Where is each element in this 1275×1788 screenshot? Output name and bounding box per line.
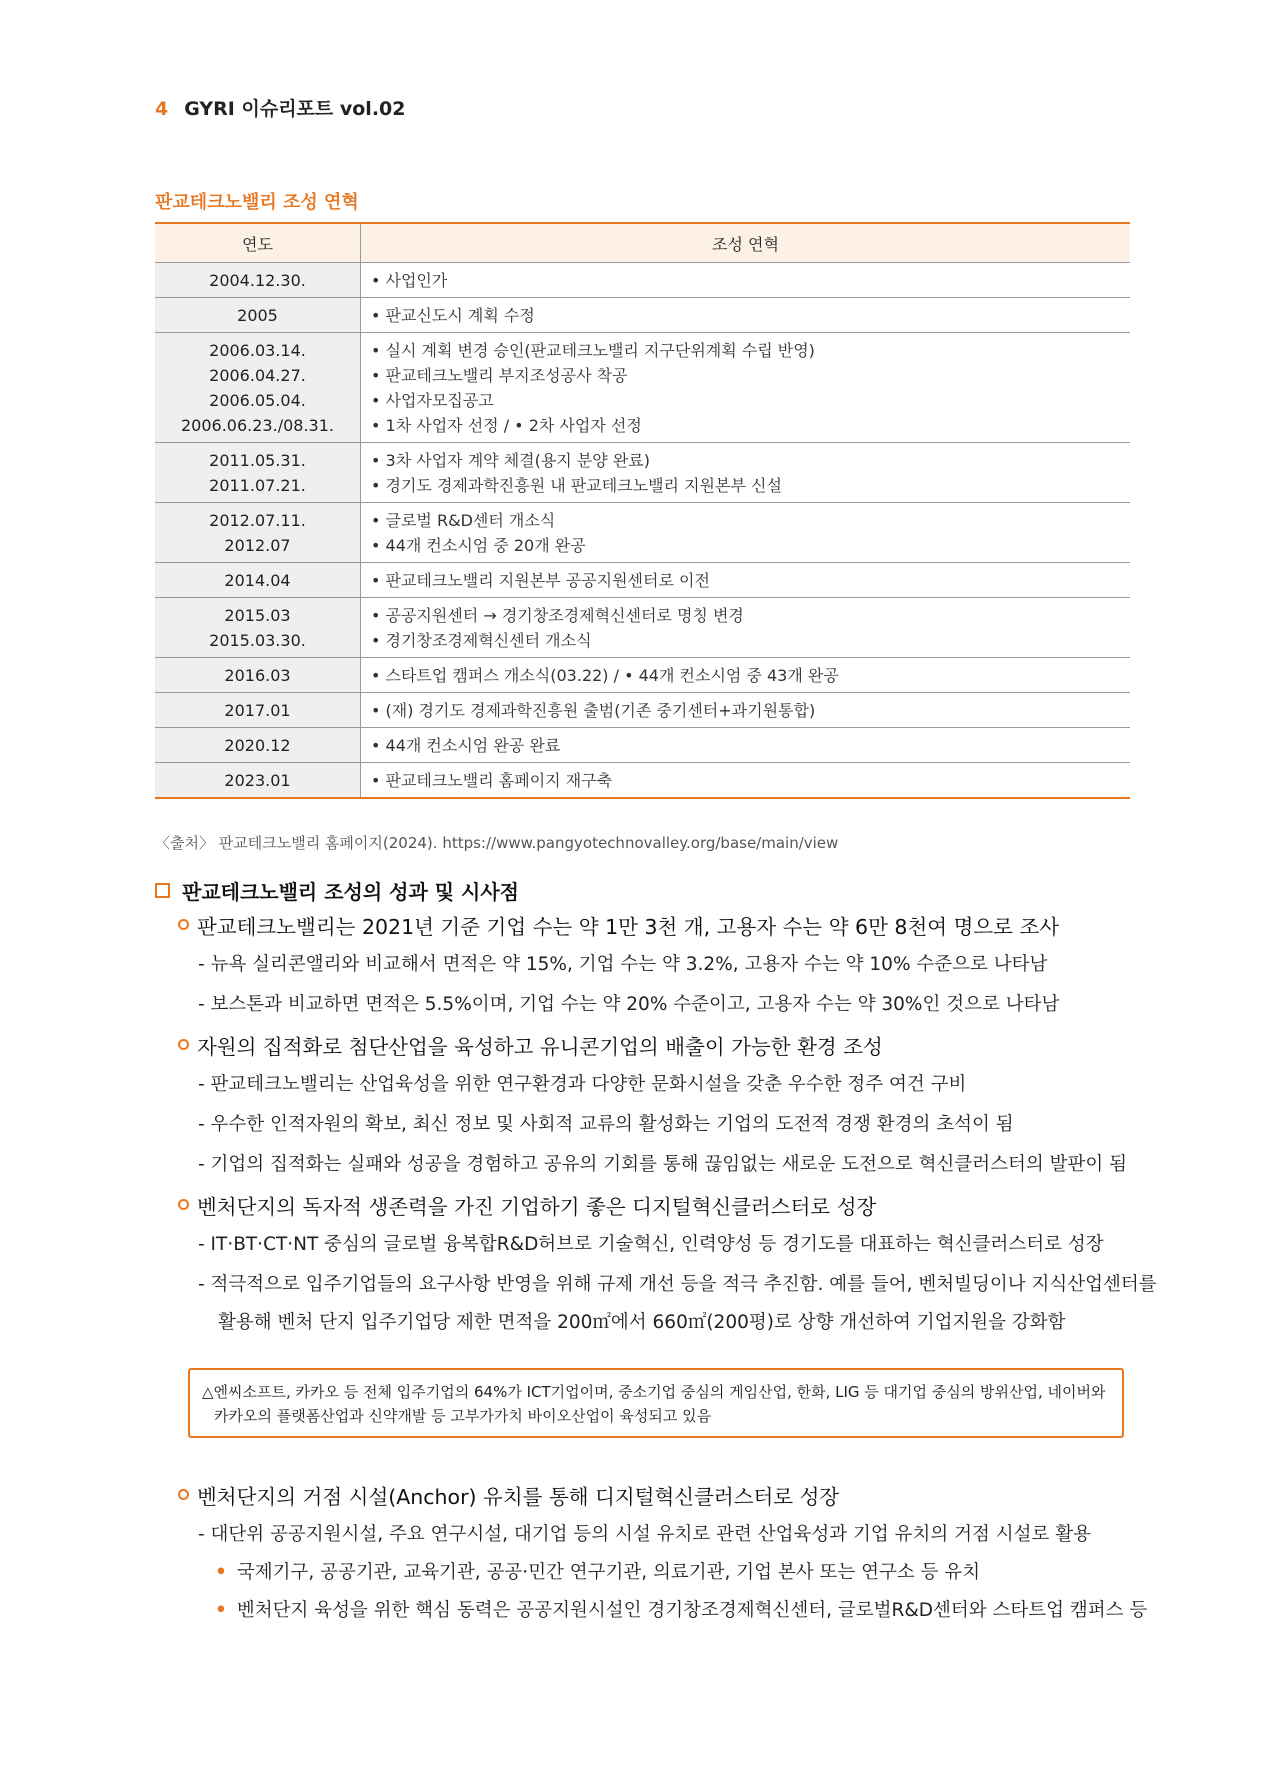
- table-row: [155, 763, 1130, 799]
- square-bullet-icon: [155, 883, 170, 898]
- table-row: [155, 443, 1130, 503]
- table-row: [155, 563, 1130, 598]
- row-event-cell: [361, 658, 1131, 693]
- row-event: • 44개 컨소시엄 중 20개 완공: [371, 536, 586, 555]
- row-date-cell: [155, 728, 361, 763]
- row-event: • 판교테크노밸리 홈페이지 재구축: [371, 771, 613, 790]
- row-date-cell: [155, 263, 361, 298]
- detail-3-1: - IT·BT·CT·NT 중심의 글로벌 융복합R&D허브로 기술혁신, 인력양성 등 경기도를 대표하는 혁신클러스터로 성장: [198, 1234, 1104, 1255]
- table-row: [155, 598, 1130, 658]
- detail-2-2: - 우수한 인적자원의 확보, 최신 정보 및 사회적 교류의 활성화는 기업의 도전적 경쟁 환경의 초석이 됨: [198, 1114, 1014, 1135]
- bullet-3: 벤처단지의 독자적 생존력을 가진 기업하기 좋은 디지털혁신클러스터로 성장: [178, 1190, 876, 1220]
- table-row: [155, 728, 1130, 763]
- row-date: 2011.07.21.: [209, 476, 306, 495]
- history-table-body: [155, 263, 1130, 799]
- bullet-4: 벤처단지의 거점 시설(Anchor) 유치를 통해 디지털혁신클러스터로 성장: [178, 1480, 839, 1510]
- column-header-history: 조성 연혁: [361, 223, 1131, 263]
- row-date: 2015.03: [224, 606, 291, 625]
- row-date-cell: [155, 503, 361, 563]
- circle-bullet-icon: [178, 1039, 189, 1050]
- bullet-2: 자원의 집적화로 첨단산업을 육성하고 유니콘기업의 배출이 가능한 환경 조성: [178, 1030, 883, 1060]
- row-date: 2023.01: [224, 771, 291, 790]
- bullet-1: 판교테크노밸리는 2021년 기준 기업 수는 약 1만 3천 개, 고용자 수는 약 6만 8천여 명으로 조사: [178, 910, 1059, 940]
- detail-1-2: - 보스톤과 비교하면 면적은 5.5%이며, 기업 수는 약 20% 수준이고, 고용자 수는 약 30%인 것으로 나타남: [198, 994, 1060, 1015]
- detail-4-1: - 대단위 공공지원시설, 주요 연구시설, 대기업 등의 시설 유치로 관련 산업육성과 기업 유치의 거점 시설로 활용: [198, 1524, 1091, 1545]
- detail-1-1: - 뉴욕 실리콘앨리와 비교해서 면적은 약 15%, 기업 수는 약 3.2%, 고용자 수는 약 10% 수준으로 나타남: [198, 954, 1048, 975]
- row-date: 2005: [237, 306, 278, 325]
- row-event: • 판교테크노밸리 부지조성공사 착공: [371, 366, 628, 385]
- row-event-cell: [361, 263, 1131, 298]
- table-row: [155, 298, 1130, 333]
- row-event: • 사업자모집공고: [371, 391, 494, 410]
- note-box: [188, 1368, 1124, 1438]
- row-event: • 1차 사업자 선정 / • 2차 사업자 선정: [371, 416, 642, 435]
- detail-2-3: - 기업의 집적화는 실패와 성공을 경험하고 공유의 기회를 통해 끊임없는 새로운 도전으로 혁신클러스터의 발판이 됨: [198, 1154, 1127, 1175]
- table-row: [155, 263, 1130, 298]
- sub-item-4-1: • 국제기구, 공공기관, 교육기관, 공공·민간 연구기관, 의료기관, 기업 본사 또는 연구소 등 유치: [215, 1562, 981, 1583]
- row-event: • 스타트업 캠퍼스 개소식(03.22) / • 44개 컨소시엄 중 43개 완공: [371, 666, 839, 685]
- table-row: [155, 693, 1130, 728]
- table-source: 〈출처〉 판교테크노밸리 홈페이지(2024). https://www.pangyotechnovalley.org/base/main/view: [155, 834, 839, 852]
- row-date-cell: [155, 333, 361, 443]
- report-title: GYRI 이슈리포트 vol.02: [184, 98, 406, 120]
- row-date-cell: [155, 563, 361, 598]
- row-event: • 실시 계획 변경 승인(판교테크노밸리 지구단위계획 수립 반영): [371, 341, 815, 360]
- row-event-cell: [361, 298, 1131, 333]
- row-event: • 판교신도시 계획 수정: [371, 306, 535, 325]
- row-date: 2017.01: [224, 701, 291, 720]
- page-header: [155, 94, 405, 121]
- row-date-cell: [155, 298, 361, 333]
- row-event: • 경기창조경제혁신센터 개소식: [371, 631, 592, 650]
- history-table: [155, 222, 1130, 799]
- row-date: 2006.06.23./08.31.: [181, 416, 334, 435]
- note-line-1: △엔씨소프트, 카카오 등 전체 입주기업의 64%가 ICT기업이며, 중소기업 중심의 게임산업, 한화, LIG 등 대기업 중심의 방위산업, 네이버와: [202, 1383, 1106, 1401]
- row-event: • (재) 경기도 경제과학진흥원 출범(기존 중기센터+과기원통합): [371, 701, 816, 720]
- dot-bullet-icon: •: [215, 1562, 227, 1583]
- table-row: [155, 333, 1130, 443]
- row-event-cell: [361, 443, 1131, 503]
- row-date: 2020.12: [224, 736, 291, 755]
- sub-item-4-2: • 벤처단지 육성을 위한 핵심 동력은 공공지원시설인 경기창조경제혁신센터, 글로벌R&D센터와 스타트업 캠퍼스 등: [215, 1600, 1148, 1621]
- detail-2-1: - 판교테크노밸리는 산업육성을 위한 연구환경과 다양한 문화시설을 갖춘 우수한 정주 여건 구비: [198, 1074, 967, 1095]
- detail-3-2-cont: 활용해 벤처 단지 입주기업당 제한 면적을 200㎡에서 660㎡(200평)로 상향 개선하여 기업지원을 강화함: [218, 1312, 1066, 1333]
- row-event-cell: [361, 503, 1131, 563]
- row-event-cell: [361, 333, 1131, 443]
- circle-bullet-icon: [178, 1199, 189, 1210]
- row-date: 2006.04.27.: [209, 366, 306, 385]
- row-date: 2004.12.30.: [209, 271, 306, 290]
- dot-bullet-icon: •: [215, 1600, 227, 1621]
- row-date-cell: [155, 763, 361, 799]
- row-date-cell: [155, 443, 361, 503]
- table-title: 판교테크노밸리 조성 연혁: [155, 192, 359, 213]
- row-event-cell: [361, 693, 1131, 728]
- row-date: 2006.03.14.: [209, 341, 306, 360]
- row-date: 2011.05.31.: [209, 451, 306, 470]
- detail-3-2: - 적극적으로 입주기업들의 요구사항 반영을 위해 규제 개선 등을 적극 추진함. 예를 들어, 벤처빌딩이나 지식산업센터를: [198, 1274, 1157, 1295]
- row-date-cell: [155, 658, 361, 693]
- row-date: 2016.03: [224, 666, 291, 685]
- row-event-cell: [361, 728, 1131, 763]
- row-event-cell: [361, 598, 1131, 658]
- row-event-cell: [361, 763, 1131, 799]
- page-number: 4: [155, 98, 169, 120]
- row-date: 2014.04: [224, 571, 291, 590]
- row-date-cell: [155, 598, 361, 658]
- row-event-cell: [361, 563, 1131, 598]
- row-event: • 판교테크노밸리 지원본부 공공지원센터로 이전: [371, 571, 710, 590]
- row-date-cell: [155, 693, 361, 728]
- circle-bullet-icon: [178, 919, 189, 930]
- row-event: • 글로벌 R&D센터 개소식: [371, 511, 556, 530]
- row-event: • 44개 컨소시엄 완공 완료: [371, 736, 561, 755]
- circle-bullet-icon: [178, 1489, 189, 1500]
- row-date: 2006.05.04.: [209, 391, 306, 410]
- section-heading: 판교테크노밸리 조성의 성과 및 시사점: [155, 876, 519, 905]
- row-event: • 3차 사업자 계약 체결(용지 분양 완료): [371, 451, 651, 470]
- row-event: • 사업인가: [371, 271, 448, 290]
- row-date: 2012.07: [224, 536, 291, 555]
- note-line-2: 카카오의 플랫폼산업과 신약개발 등 고부가가치 바이오산업이 육성되고 있음: [214, 1407, 712, 1425]
- row-date: 2012.07.11.: [209, 511, 306, 530]
- table-row: [155, 503, 1130, 563]
- row-event: • 경기도 경제과학진흥원 내 판교테크노밸리 지원본부 신설: [371, 476, 782, 495]
- row-date: 2015.03.30.: [209, 631, 306, 650]
- column-header-year: 연도: [155, 223, 361, 263]
- table-row: [155, 658, 1130, 693]
- row-event: • 공공지원센터 → 경기창조경제혁신센터로 명칭 변경: [371, 606, 744, 625]
